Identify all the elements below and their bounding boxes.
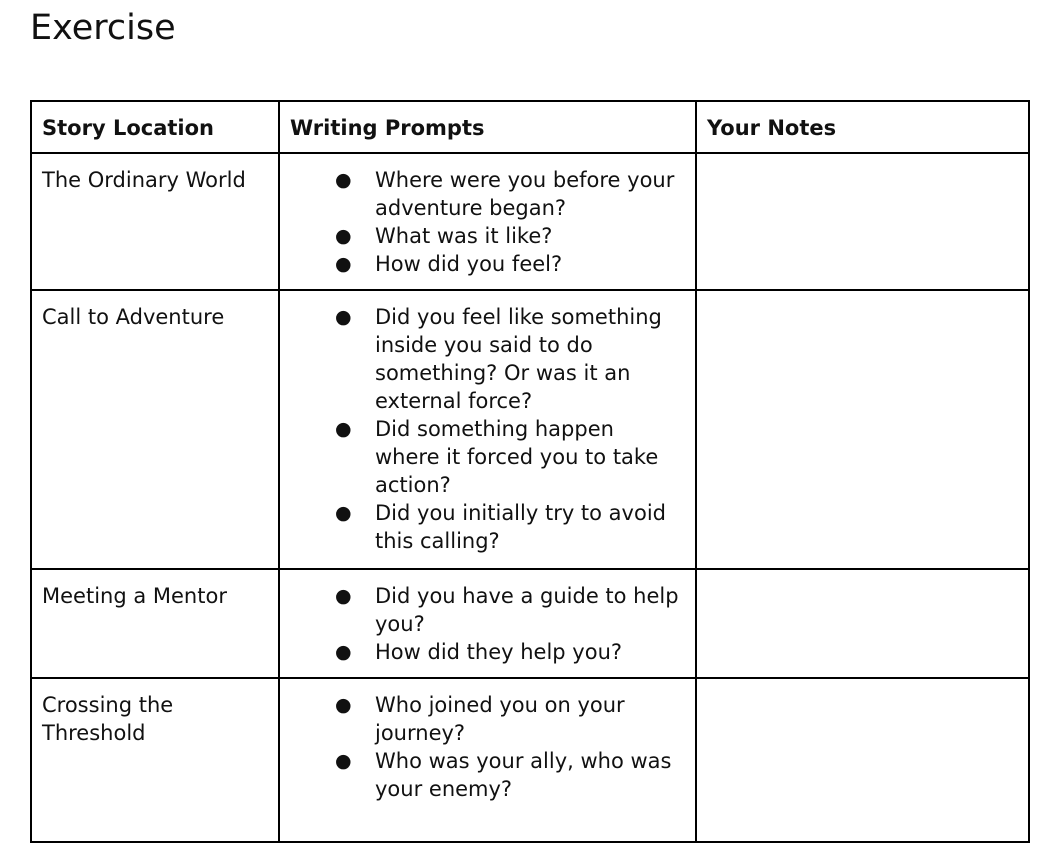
story-location-cell: Meeting a Mentor xyxy=(31,569,279,678)
prompt-text: Did you initially try to avoid this calling? xyxy=(375,501,666,553)
notes-cell[interactable] xyxy=(696,569,1029,678)
prompt-list xyxy=(290,303,685,555)
prompt-item xyxy=(335,166,685,222)
bullet-icon: ● xyxy=(335,225,352,247)
bullet-icon: ● xyxy=(335,641,352,663)
story-location-cell: Call to Adventure xyxy=(31,290,279,569)
bullet-icon: ● xyxy=(335,750,352,772)
prompt-text: How did you feel? xyxy=(375,252,563,276)
prompt-list xyxy=(290,582,685,666)
writing-prompts-cell xyxy=(279,153,696,290)
story-location-cell: Crossing the Threshold xyxy=(31,678,279,842)
prompt-text: What was it like? xyxy=(375,224,553,248)
bullet-icon: ● xyxy=(335,694,352,716)
prompt-text: Where were you before your adventure began? xyxy=(375,168,675,220)
bullet-icon: ● xyxy=(335,169,352,191)
prompt-item xyxy=(335,499,685,555)
bullet-icon: ● xyxy=(335,306,352,328)
table-row xyxy=(31,678,1029,842)
writing-prompts-cell xyxy=(279,678,696,842)
table-header-row xyxy=(31,101,1029,153)
prompt-item xyxy=(335,250,685,278)
prompt-item xyxy=(335,691,685,747)
prompt-text: Did you have a guide to help you? xyxy=(375,584,679,636)
table-row xyxy=(31,153,1029,290)
prompt-text: Did you feel like something inside you said to do something? Or was it an external force? xyxy=(375,305,662,413)
bullet-icon: ● xyxy=(335,253,352,275)
header-your-notes: Your Notes xyxy=(696,101,1029,153)
writing-prompts-cell xyxy=(279,569,696,678)
exercise-table xyxy=(30,100,1030,843)
prompt-text: Who was your ally, who was your enemy? xyxy=(375,749,672,801)
table-row xyxy=(31,290,1029,569)
bullet-icon: ● xyxy=(335,502,352,524)
bullet-icon: ● xyxy=(335,418,352,440)
writing-prompts-cell xyxy=(279,290,696,569)
prompt-item xyxy=(335,582,685,638)
table-row xyxy=(31,569,1029,678)
header-writing-prompts: Writing Prompts xyxy=(279,101,696,153)
notes-cell[interactable] xyxy=(696,153,1029,290)
prompt-item xyxy=(335,303,685,415)
story-location-cell: The Ordinary World xyxy=(31,153,279,290)
prompt-text: Who joined you on your journey? xyxy=(375,693,625,745)
prompt-item xyxy=(335,222,685,250)
bullet-icon: ● xyxy=(335,585,352,607)
prompt-item xyxy=(335,638,685,666)
page-title: Exercise xyxy=(30,8,176,48)
prompt-list xyxy=(290,691,685,803)
prompt-list xyxy=(290,166,685,278)
prompt-item xyxy=(335,747,685,803)
prompt-text: Did something happen where it forced you to take action? xyxy=(375,417,659,497)
prompt-text: How did they help you? xyxy=(375,640,623,664)
notes-cell[interactable] xyxy=(696,290,1029,569)
prompt-item xyxy=(335,415,685,499)
header-story-location: Story Location xyxy=(31,101,279,153)
notes-cell[interactable] xyxy=(696,678,1029,842)
